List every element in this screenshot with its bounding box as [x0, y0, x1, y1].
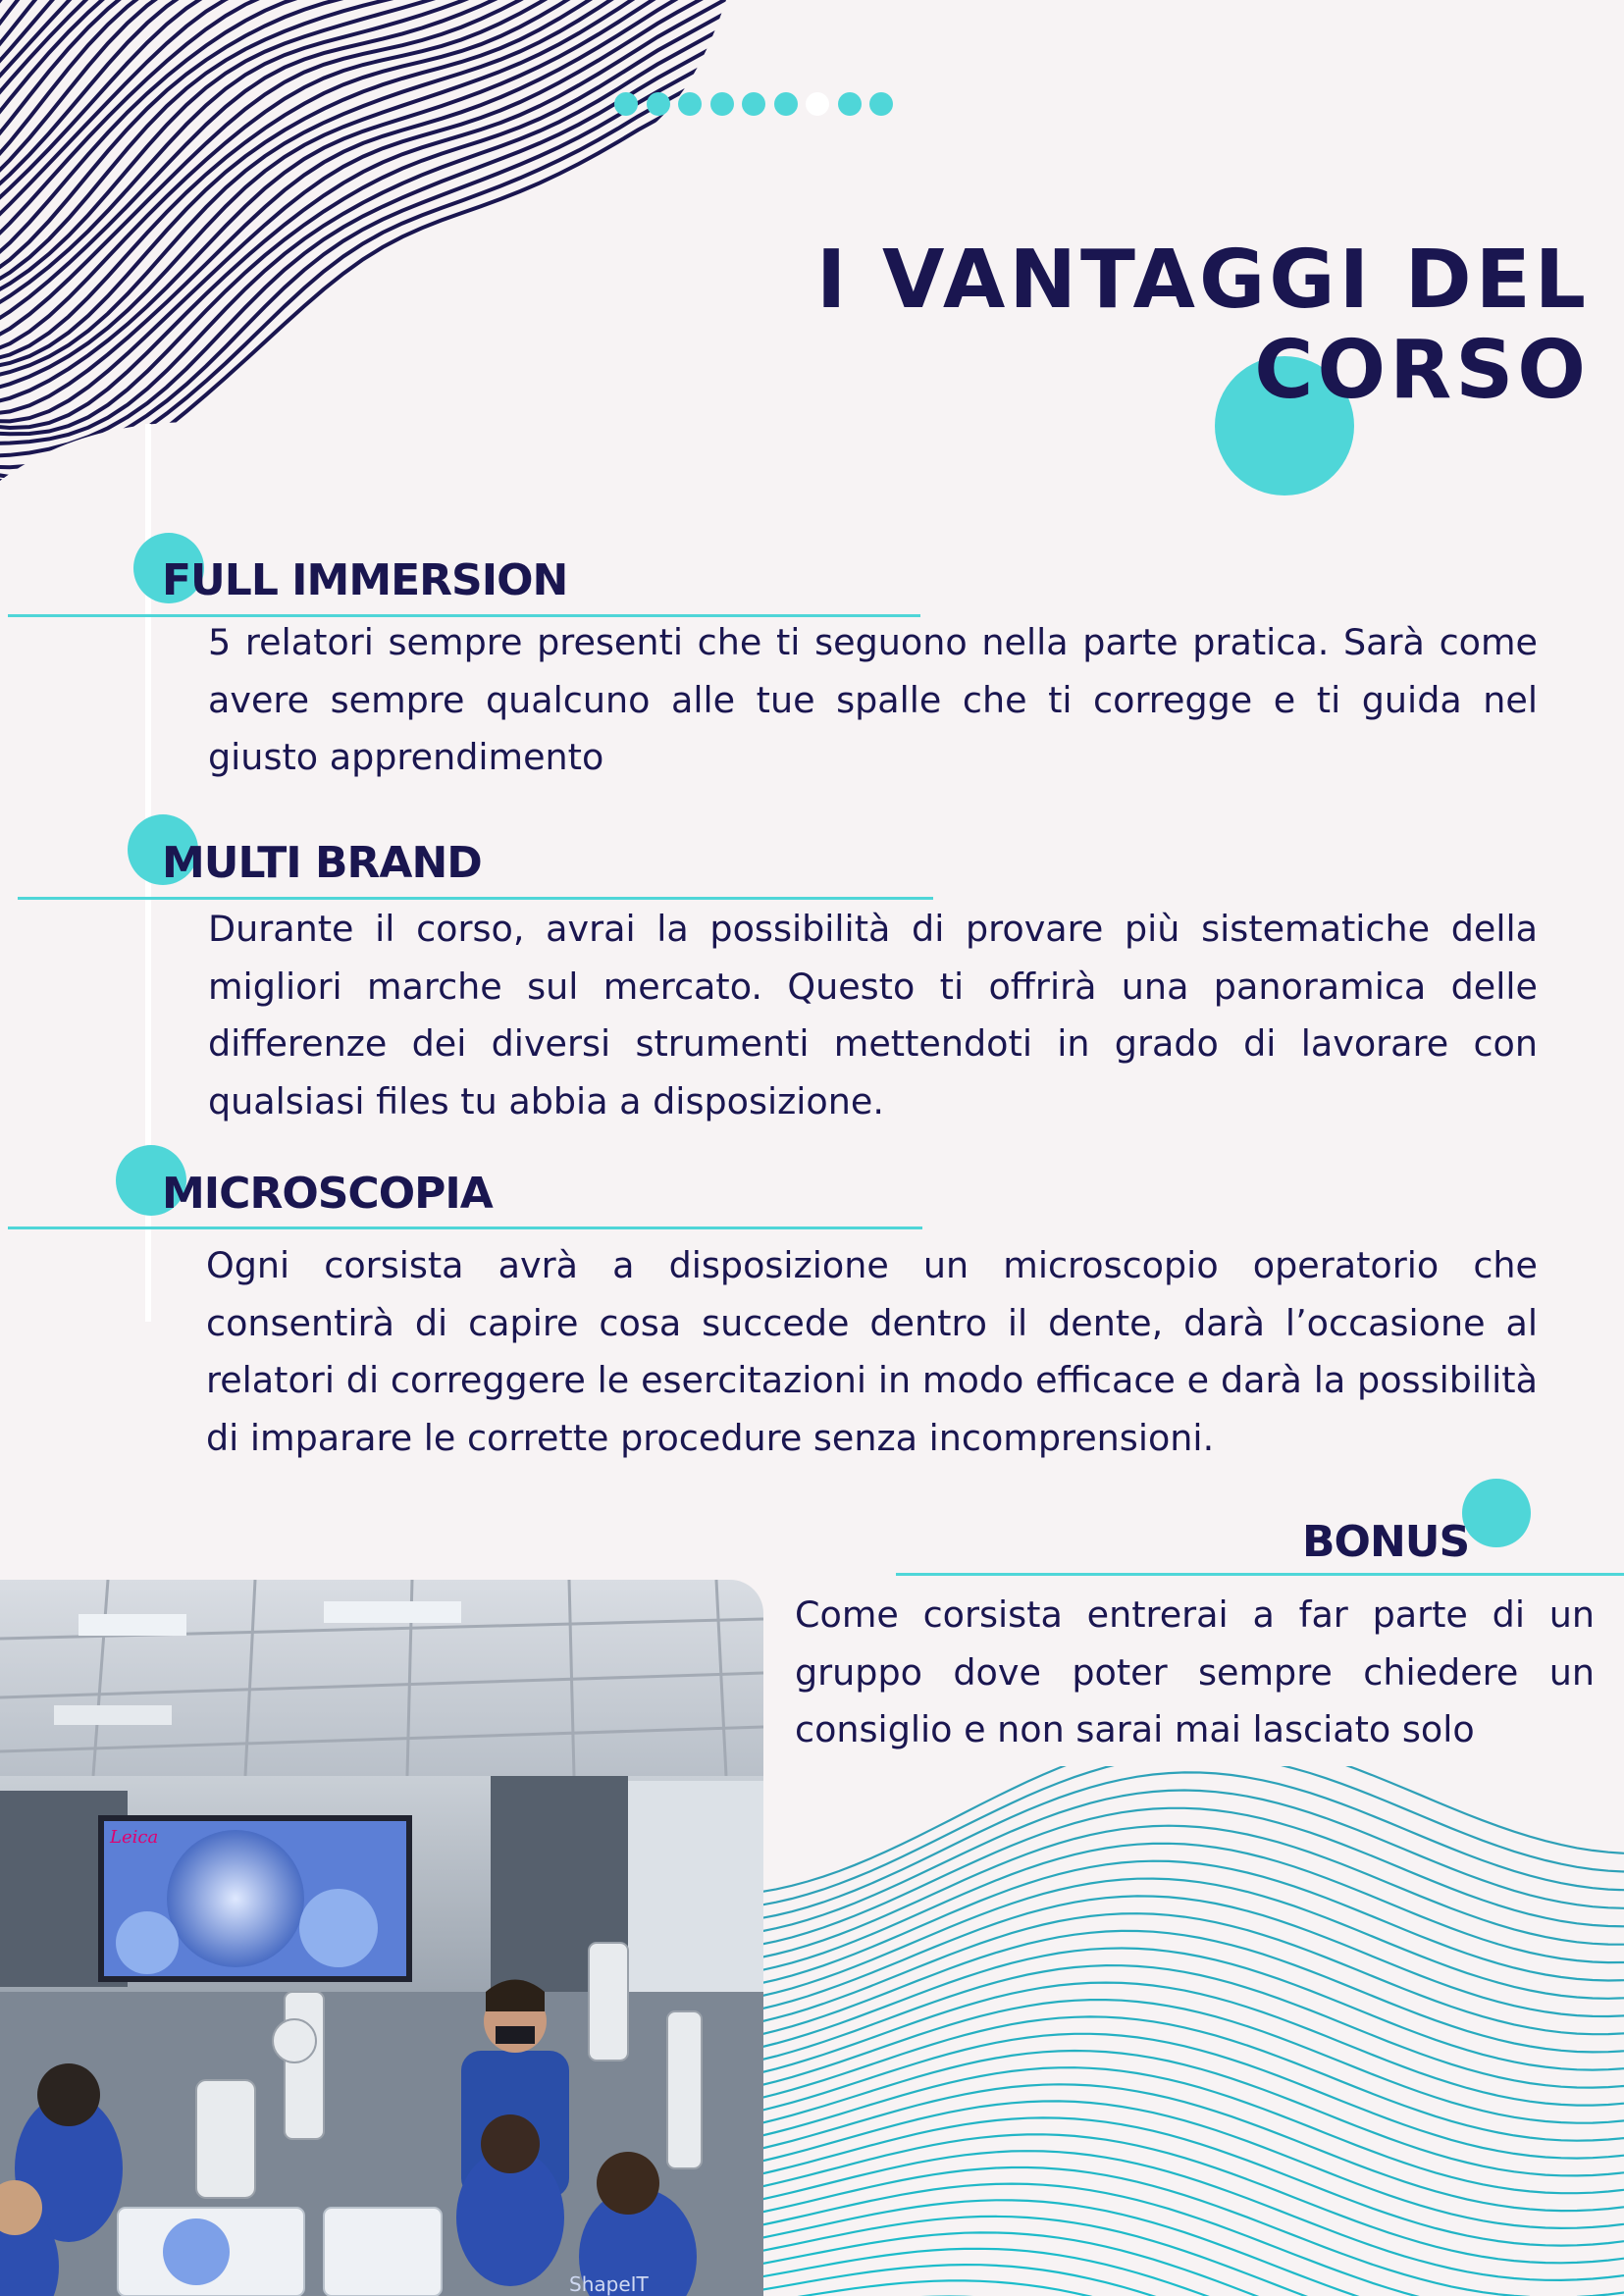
dot-decoration: [774, 92, 798, 116]
classroom-photo-illustration: [0, 1580, 763, 2296]
wave-lines-top-decoration: [0, 0, 746, 481]
dot-decoration: [742, 92, 765, 116]
wave-line: [760, 1766, 1624, 1892]
section-heading-multi-brand: MULTI BRAND: [162, 838, 482, 888]
section-text-full-immersion: 5 relatori sempre presenti che ti seguono nella parte pratica. Sarà come avere sempre qualcuno alle tue spalle che ti corregge e ti guida nel giusto apprendimento: [208, 621, 1538, 778]
wave-line: [760, 1791, 1624, 1932]
bonus-rule: [896, 1573, 1624, 1576]
shirt-brand-label: ShapeIT: [569, 2272, 649, 2296]
dot-decoration: [710, 92, 734, 116]
screen-brand-label: Leica: [110, 1827, 159, 1848]
page-title-line2: CORSO: [1254, 324, 1590, 417]
dot-decoration: [838, 92, 862, 116]
dot-decoration: [614, 92, 638, 116]
bonus-heading: BONUS: [1302, 1517, 1470, 1567]
section-heading-microscopia: MICROSCOPIA: [162, 1169, 493, 1219]
dot-decoration: [678, 92, 702, 116]
wave-lines-bottom-decoration: [760, 1766, 1624, 2296]
wave-line: [760, 2200, 1624, 2296]
bonus-circle-decoration: [1462, 1479, 1531, 1547]
section-text-multi-brand: Durante il corso, avrai la possibilità di provare più sistematiche della migliori marche sul mercato. Questo ti offrirà una panoramica delle differenze dei diversi strumenti mettendoti in grado di lavorare con qualsiasi files tu abbia a disposizione.: [208, 908, 1538, 1122]
section-rule: [18, 897, 933, 900]
bonus-text: Come corsista entrerai a far parte di un gruppo dove poter sempre chiedere un consiglio e non sarai mai lasciato solo: [795, 1593, 1595, 1750]
wave-mask: [0, 0, 746, 481]
dot-decoration: [869, 92, 893, 116]
wave-line: [760, 2101, 1624, 2228]
page-title-line1: I VANTAGGI DEL: [815, 234, 1590, 327]
wave-line: [760, 2232, 1624, 2296]
section-text-microscopia: Ogni corsista avrà a disposizione un microscopio operatorio che consentirà di capire cosa succede dentro il dente, darà l’occasione al relatori di correggere le esercitazioni in modo efficace e darà la possibilità di imparare le corrette procedure senza incomprensioni.: [206, 1244, 1538, 1459]
section-heading-full-immersion: FULL IMMERSION: [162, 555, 568, 605]
dot-decoration: [806, 92, 829, 116]
wave-line: [760, 1965, 1624, 2088]
classroom-photo: [0, 1580, 763, 2296]
dot-decoration: [647, 92, 670, 116]
wave-line: [760, 2084, 1624, 2211]
section-rule: [8, 1226, 922, 1229]
wave-line: [760, 2067, 1624, 2193]
